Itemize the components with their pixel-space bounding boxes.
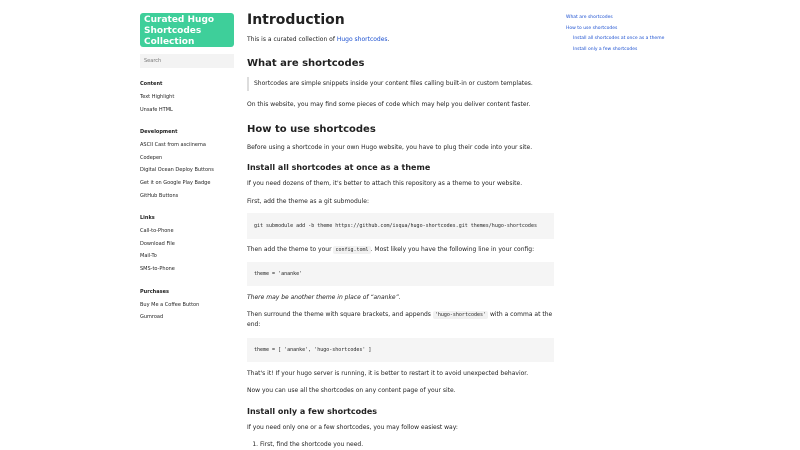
surround-suffix: with a comma at the end:	[247, 311, 553, 328]
sidebar-item-mail-to[interactable]: Mail-To	[140, 253, 157, 260]
intro-text: This is a curated collection of	[247, 36, 337, 43]
nav-section-purchases	[140, 289, 234, 324]
nav-section-content	[140, 81, 234, 116]
sidebar-item-download-file[interactable]: Download File	[140, 240, 175, 247]
paragraph-few: If you need only one or a few shortcodes, you may follow easiest way:	[247, 424, 458, 431]
sidebar-item-github-buttons[interactable]: GitHub Buttons	[140, 192, 179, 199]
site-logo-link[interactable]: Curated Hugo Shortcodes Collection	[140, 13, 234, 47]
toc-link-install-all[interactable]: Install all shortcodes at once as a theme	[573, 36, 665, 41]
page-title: Introduction	[247, 12, 345, 28]
heading-install-few: Install only a few shortcodes	[247, 407, 377, 416]
nav-section-title: Development	[140, 129, 178, 136]
nav-section-links	[140, 215, 234, 275]
paragraph-on-site: On this website, you may find some pieces of code which may help you deliver content faster.	[247, 101, 531, 108]
sidebar-item-gumroad[interactable]: Gumroad	[140, 314, 164, 321]
paragraph-surround	[247, 310, 554, 329]
sidebar-item-asciinema[interactable]: ASCII Cast from asciinema	[140, 142, 206, 149]
code-block-theme: theme = 'ananke'	[247, 262, 554, 286]
search-input[interactable]	[140, 54, 234, 68]
intro-suffix: .	[387, 36, 390, 43]
heading-install-all: Install all shortcodes at once as a theme	[247, 163, 431, 172]
heading-what-are-shortcodes: What are shortcodes	[247, 58, 365, 69]
intro-paragraph	[247, 35, 389, 44]
note-text: There may be another theme in place of “ananke”.	[247, 294, 401, 301]
paragraph-then-config	[247, 245, 554, 255]
paragraph-first: First, add the theme as a git submodule:	[247, 198, 369, 205]
table-of-contents	[566, 13, 696, 55]
paragraph-before-using: Before using a shortcode in your own Hugo website, you have to plug their code into your site.	[247, 144, 533, 151]
sidebar-item-call-to-phone[interactable]: Call-to-Phone	[140, 228, 174, 235]
sidebar-item-unsafe-html[interactable]: Unsafe HTML	[140, 106, 173, 113]
toc-link-what-are-shortcodes[interactable]: What are shortcodes	[566, 15, 613, 20]
surround-text: Then surround the theme with square brackets, and appends	[247, 311, 433, 318]
list-item: 1. First, find the shortcode you need.	[260, 440, 363, 449]
code-block-submodule: git submodule add -b theme https://github.com/isqua/hugo-shortcodes.git themes/hugo-shortcodes	[247, 213, 554, 239]
main-content	[247, 11, 554, 448]
toc-link-how-to-use[interactable]: How to use shortcodes	[566, 25, 618, 31]
definition-quote: Shortcodes are simple snippets inside your content files calling built-in or custom templates.	[247, 77, 554, 91]
nav-section-development	[140, 129, 234, 202]
sidebar-item-google-play[interactable]: Get it on Google Play Badge	[140, 179, 211, 186]
sidebar-item-codepen[interactable]: Codepen	[140, 154, 163, 161]
then-text: Then add the theme to your	[247, 246, 334, 253]
sidebar-item-digital-ocean[interactable]: Digital Ocean Deploy Buttons	[140, 167, 214, 174]
paragraph-maybe	[247, 293, 554, 302]
inline-code-hugo-shortcodes: 'hugo-shortcodes'	[434, 312, 487, 318]
sidebar-item-text-highlight[interactable]: Text Highlight	[140, 94, 175, 100]
paragraph-now: Now you can use all the shortcodes on any content page of your site.	[247, 387, 456, 394]
nav-section-title: Links	[140, 215, 155, 222]
sidebar-item-sms-to-phone[interactable]: SMS-to-Phone	[140, 265, 175, 272]
sidebar-item-buy-me-a-coffee[interactable]: Buy Me a Coffee Button	[140, 301, 200, 308]
toc-link-install-few[interactable]: Install only a few shortcodes	[573, 46, 638, 52]
steps-list	[247, 440, 363, 449]
paragraph-thats-it: That's it! If your hugo server is running, it is better to restart it to avoid unexpected behavior.	[247, 370, 529, 377]
paragraph-dozens: If you need dozens of them, it's better to attach this repository as a theme to your website.	[247, 180, 523, 187]
nav-section-title: Purchases	[140, 288, 169, 295]
sidebar	[140, 13, 234, 324]
then-suffix: . Most likely you have the following line in your config:	[370, 246, 535, 253]
heading-how-to-use: How to use shortcodes	[247, 124, 376, 135]
code-block-theme-array: theme = [ 'ananke', 'hugo-shortcodes' ]	[247, 338, 554, 362]
hugo-shortcodes-link[interactable]: Hugo shortcodes	[336, 36, 388, 43]
inline-code-config: config.toml	[335, 247, 369, 253]
nav-section-title: Content	[140, 81, 163, 87]
